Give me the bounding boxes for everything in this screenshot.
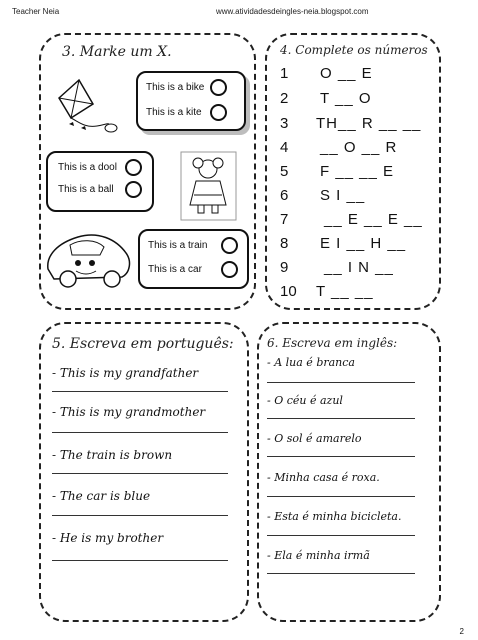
page-number: 2 <box>459 627 464 636</box>
answer-line <box>267 535 415 536</box>
number-row: 1 O __ E <box>280 65 373 82</box>
sentence-prompt: - The car is blue <box>52 489 151 503</box>
number-row: 7 __ E __ E __ <box>280 211 423 228</box>
answer-line <box>267 456 415 457</box>
answer-line <box>267 496 415 497</box>
sentence-prompt: - The train is brown <box>52 448 173 462</box>
sentence-prompt: - O céu é azul <box>267 394 343 407</box>
checkbox-circle[interactable] <box>210 79 227 96</box>
number-row: 8 E I __ H __ <box>280 235 407 252</box>
sentence-prompt: - Ela é minha irmã <box>267 549 370 562</box>
doll-icon <box>180 151 237 221</box>
car-icon <box>42 225 134 291</box>
sentence-prompt: - This is my grandfather <box>52 366 199 380</box>
sentence-prompt: - This is my grandmother <box>52 405 206 419</box>
number-row: 10 T __ __ <box>280 283 374 300</box>
option-box-kite <box>136 71 246 131</box>
option-text: This is a bike <box>146 82 205 93</box>
section6-title: 6. Escreva em inglês: <box>267 336 398 350</box>
number-row: 3 TH__ R __ __ <box>280 115 422 132</box>
option-text: This is a car <box>148 264 202 275</box>
checkbox-circle[interactable] <box>125 181 142 198</box>
sentence-prompt: - O sol é amarelo <box>267 432 362 445</box>
number-row: 6 S I __ <box>280 187 366 204</box>
answer-line <box>52 515 228 516</box>
answer-line <box>52 391 228 392</box>
answer-line <box>267 573 415 574</box>
sentence-prompt: - A lua é branca <box>267 356 355 369</box>
kite-icon <box>49 78 129 140</box>
answer-line <box>52 560 228 561</box>
section3-title: 3. Marke um X. <box>62 44 172 60</box>
option-text: This is a dool <box>58 162 117 173</box>
answer-line <box>52 432 228 433</box>
sentence-prompt: - He is my brother <box>52 531 164 545</box>
option-text: This is a kite <box>146 107 202 118</box>
sentence-prompt: - Minha casa é roxa. <box>267 471 380 484</box>
option-text: This is a ball <box>58 184 114 195</box>
answer-line <box>267 382 415 383</box>
number-row: 2 T __ O <box>280 90 372 107</box>
answer-line <box>267 418 415 419</box>
checkbox-circle[interactable] <box>221 261 238 278</box>
header-author: Teacher Neia <box>12 7 60 16</box>
section5-title: 5. Escreva em português: <box>52 336 234 352</box>
option-text: This is a train <box>148 240 208 251</box>
number-row: 5 F __ __ E <box>280 163 395 180</box>
section4-title: 4. Complete os números <box>280 43 428 57</box>
answer-line <box>52 473 228 474</box>
number-row: 4 __ O __ R <box>280 139 398 156</box>
number-row: 9 __ I N __ <box>280 259 394 276</box>
header-url: www.atividadesdeingles-neia.blogspot.com <box>216 7 369 16</box>
checkbox-circle[interactable] <box>221 237 238 254</box>
checkbox-circle[interactable] <box>210 104 227 121</box>
checkbox-circle[interactable] <box>125 159 142 176</box>
sentence-prompt: - Esta é minha bicicleta. <box>267 510 402 523</box>
